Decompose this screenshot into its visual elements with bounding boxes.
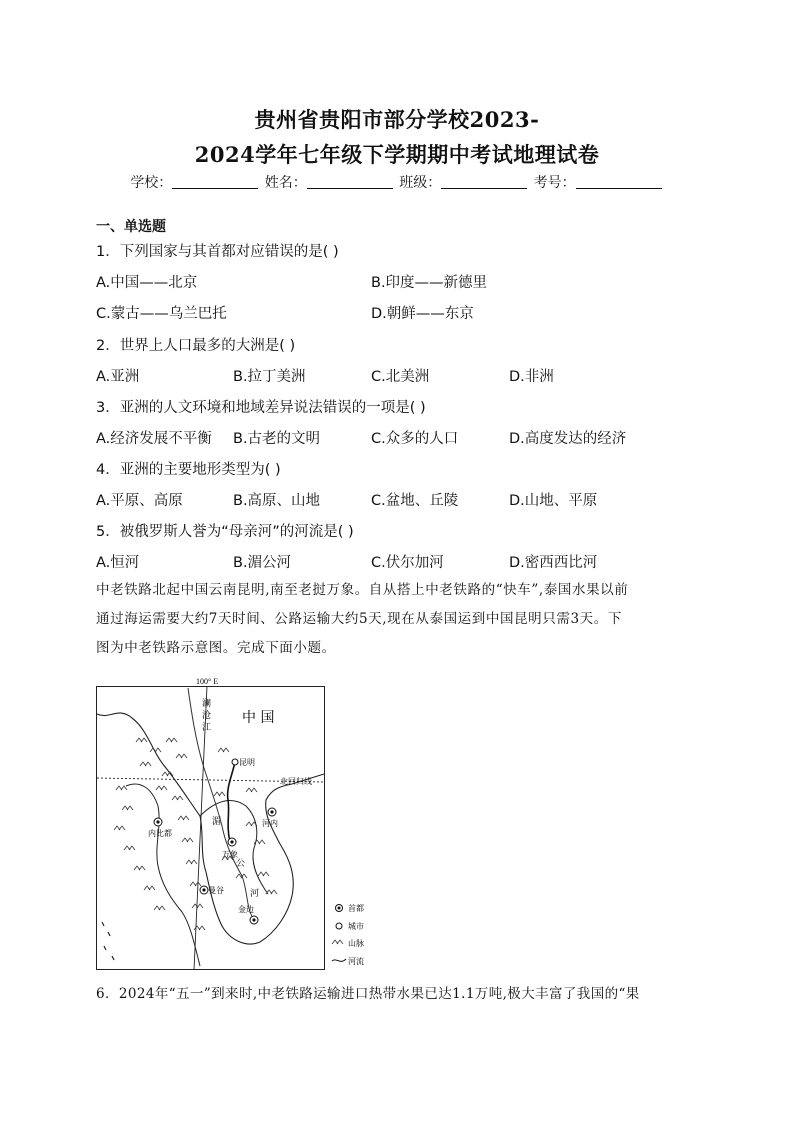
passage-line-3: 图为中老铁路示意图。完成下面小题。: [96, 640, 336, 656]
river-label-lower-2: 公: [236, 859, 246, 869]
class-label: 班级：: [399, 175, 442, 191]
vientiane-marker: [230, 840, 233, 843]
china-label: 中 国: [242, 710, 275, 726]
question-2-stem: 2．世界上人口最多的大洲是( ): [96, 338, 296, 354]
city-legend-icon: [336, 923, 342, 929]
river-label-lower-3: 河: [250, 889, 260, 899]
legend-river: 河流: [348, 957, 364, 966]
question-4-option-b[interactable]: B.高原、山地: [233, 493, 321, 509]
section-heading: 一、单选题: [96, 219, 166, 235]
kunming-marker: [232, 759, 238, 765]
question-5-option-b[interactable]: B.湄公河: [233, 555, 292, 571]
question-1-stem: 1．下列国家与其首都对应错误的是( ): [96, 244, 339, 260]
question-5-option-a[interactable]: A.恒河: [96, 555, 140, 571]
map-legend: [332, 903, 364, 966]
bangkok-label: 曼谷: [208, 886, 224, 895]
question-5-stem: 5．被俄罗斯人誉为“母亲河”的河流是( ): [96, 524, 354, 540]
exam-title-line2: 2024学年七年级下学期期中考试地理试卷: [194, 142, 600, 167]
legend-city: 城市: [348, 922, 364, 931]
name-label: 姓名：: [264, 175, 307, 191]
question-3-stem: 3．亚洲的人文环境和地域差异说法错误的一项是( ): [96, 400, 426, 416]
class-blank[interactable]: [441, 174, 527, 189]
mountain-legend-icon: [332, 940, 343, 944]
question-4-option-d[interactable]: D.山地、平原: [509, 493, 598, 509]
question-5-option-c[interactable]: C.伏尔加河: [371, 555, 444, 571]
naypyidaw-label: 内比都: [148, 829, 172, 838]
name-blank[interactable]: [307, 174, 393, 189]
question-1-option-a[interactable]: A.中国——北京: [96, 275, 198, 291]
school-label: 学校：: [130, 175, 173, 191]
question-3-option-a[interactable]: A.经济发展不平衡: [96, 431, 212, 447]
passage-line-1: 中老铁路北起中国云南昆明,南至老挝万象。自从搭上中老铁路的“快车”,泰国水果以前: [96, 582, 629, 598]
hanoi-marker: [270, 810, 273, 813]
question-4-option-c[interactable]: C.盆地、丘陵: [371, 493, 459, 509]
river-label-upper-2: 沧: [202, 711, 212, 721]
exam-number-label: 考号：: [533, 175, 576, 191]
naypyidaw-marker: [156, 820, 159, 823]
longitude-label: 100° E: [196, 677, 219, 686]
legend-capital: 首都: [348, 904, 364, 913]
passage-line-2: 通过海运需要大约7天时间、公路运输大约5天,现在从泰国运到中国昆明只需3天。下: [96, 611, 622, 627]
tropic-label: 北回归线: [280, 777, 312, 786]
river-label-upper-1: 澜: [202, 699, 212, 709]
question-2-option-d[interactable]: D.非洲: [509, 369, 554, 385]
hanoi-label: 河内: [262, 819, 278, 828]
question-3-option-c[interactable]: C.众多的人口: [371, 431, 459, 447]
question-5-option-d[interactable]: D.密西西比河: [509, 555, 598, 571]
phnom-penh-label: 金边: [238, 905, 254, 914]
phnom-penh-marker: [252, 918, 255, 921]
legend-mountain: 山脉: [348, 939, 364, 948]
question-3-option-b[interactable]: B.古老的文明: [233, 431, 321, 447]
question-1-option-d[interactable]: D.朝鲜——东京: [371, 306, 474, 322]
capital-legend-icon: [338, 907, 341, 910]
question-2-option-a[interactable]: A.亚洲: [96, 369, 140, 385]
question-1-option-c[interactable]: C.蒙古——乌兰巴托: [96, 306, 227, 322]
question-4-option-a[interactable]: A.平原、高原: [96, 493, 183, 509]
exam-number-blank[interactable]: [576, 174, 662, 189]
river-label-lower-1: 湄: [212, 817, 222, 827]
question-2-option-c[interactable]: C.北美洲: [371, 369, 430, 385]
bangkok-marker: [202, 888, 205, 891]
question-3-option-d[interactable]: D.高度发达的经济: [509, 431, 627, 447]
question-6-stem: 6．2024年“五一”到来时,中老铁路运输进口热带水果已达1.1万吨,极大丰富了我国的“果: [96, 986, 640, 1002]
exam-title-line1: 贵州省贵阳市部分学校2023-: [254, 107, 540, 132]
river-label-upper-3: 江: [202, 723, 212, 733]
school-blank[interactable]: [172, 174, 258, 189]
question-4-stem: 4．亚洲的主要地形类型为( ): [96, 462, 281, 478]
kunming-label: 昆明: [239, 758, 255, 767]
vientiane-label: 万象: [222, 850, 238, 859]
student-info-row: [0, 172, 794, 192]
china-laos-railway-map: [96, 676, 396, 972]
question-2-option-b[interactable]: B.拉丁美洲: [233, 369, 306, 385]
question-1-option-b[interactable]: B.印度——新德里: [371, 275, 488, 291]
river-legend-icon: [332, 959, 346, 961]
